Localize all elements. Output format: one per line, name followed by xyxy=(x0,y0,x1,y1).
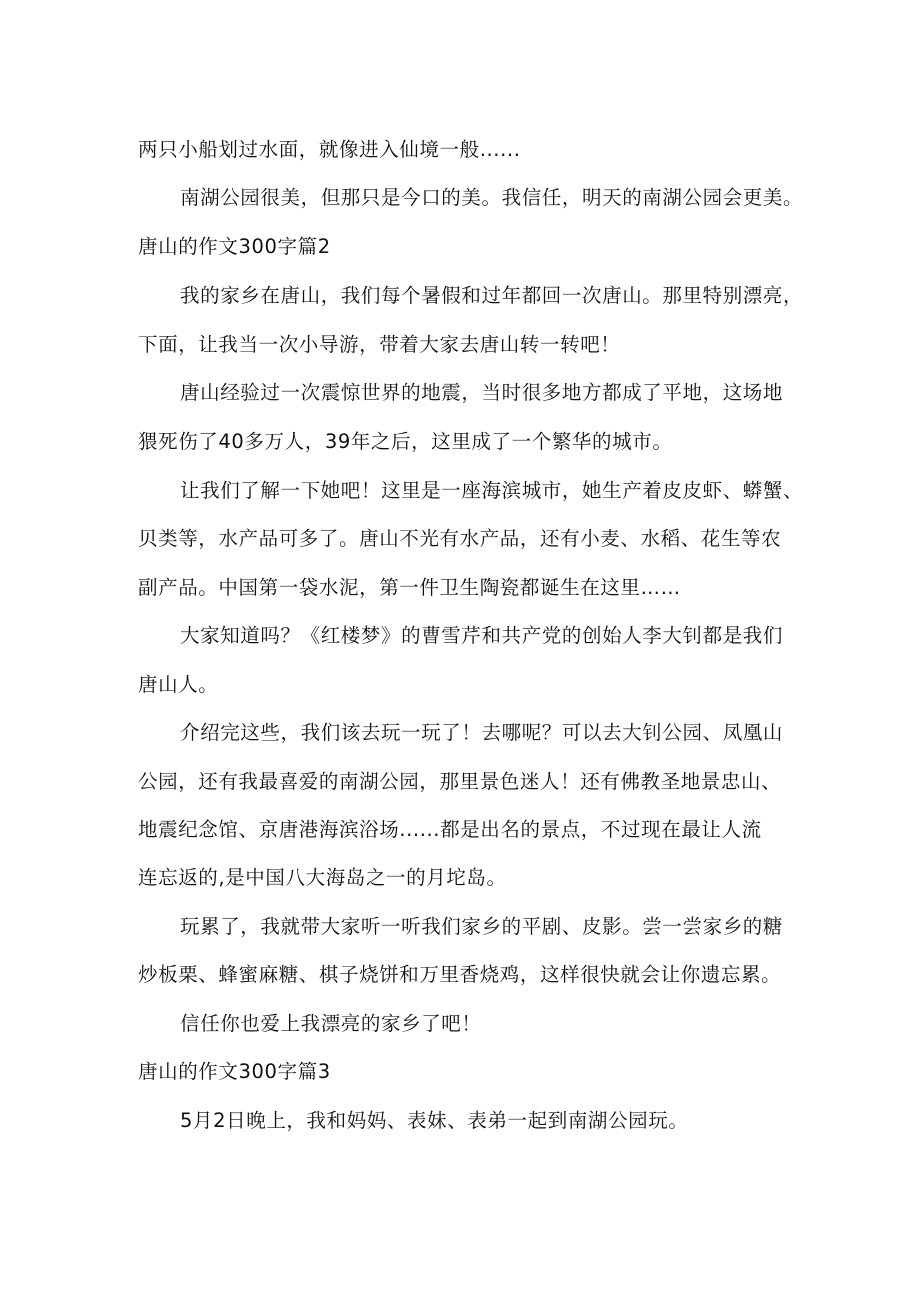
paragraph-line: 地震纪念馆、京唐港海滨浴场......都是出名的景点，不过现在最让人流 xyxy=(138,818,762,841)
paragraph-line: 介绍完这些，我们该去玩一玩了！去哪呢？可以去大钊公园、凤凰山 xyxy=(180,721,784,744)
paragraph-line: 大家知道吗？《红楼梦》的曹雪芹和共产党的创始人李大钊都是我们 xyxy=(180,624,784,647)
section-heading: 唐山的作文300字篇3 xyxy=(138,1060,331,1083)
paragraph-line: 玩累了，我就带大家听一听我们家乡的平剧、皮影。尝一尝家乡的糖 xyxy=(180,915,784,938)
paragraph-line: 猥死伤了40多万人，39年之后，这里成了一个繁华的城市。 xyxy=(138,430,673,453)
paragraph-line: 公园，还有我最喜爱的南湖公园，那里景色迷人！还有佛教圣地景忠山、 xyxy=(138,770,782,793)
paragraph-line: 两只小船划过水面，就像进入仙境一般...... xyxy=(138,138,521,161)
paragraph-line: 5月2日晚上，我和妈妈、表妹、表弟一起到南湖公园玩。 xyxy=(180,1109,689,1132)
paragraph-line: 副产品。中国第一袋水泥，第一件卫生陶瓷都诞生在这里…… xyxy=(138,576,681,599)
paragraph-line: 下面，让我当一次小导游，带着大家去唐山转一转吧！ xyxy=(138,333,621,356)
paragraph-line: 炒板栗、蜂蜜麻糖、棋子烧饼和万里香烧鸡，这样很快就会让你遗忘累。 xyxy=(138,963,782,986)
paragraph-line: 唐山经验过一次震惊世界的地震，当时很多地方都成了平地，这场地 xyxy=(180,381,784,404)
paragraph-line: 连忘返的,是中国八大海岛之一的月坨岛。 xyxy=(138,866,507,889)
paragraph-line: 信任你也爱上我漂亮的家乡了吧！ xyxy=(180,1012,482,1035)
paragraph-line: 我的家乡在唐山，我们每个暑假和过年都回一次唐山。那里特别漂亮， xyxy=(180,284,804,307)
paragraph-line: 南湖公园很美，但那只是今口的美。我信任，明天的南湖公园会更美。 xyxy=(180,186,804,209)
section-heading: 唐山的作文300字篇2 xyxy=(138,235,331,258)
paragraph-line: 贝类等，水产品可多了。唐山不光有水产品，还有小麦、水稻、花生等农 xyxy=(138,527,782,550)
paragraph-line: 让我们了解一下她吧！这里是一座海滨城市，她生产着皮皮虾、蟒蟹、 xyxy=(180,479,804,502)
paragraph-line: 唐山人。 xyxy=(138,673,219,696)
